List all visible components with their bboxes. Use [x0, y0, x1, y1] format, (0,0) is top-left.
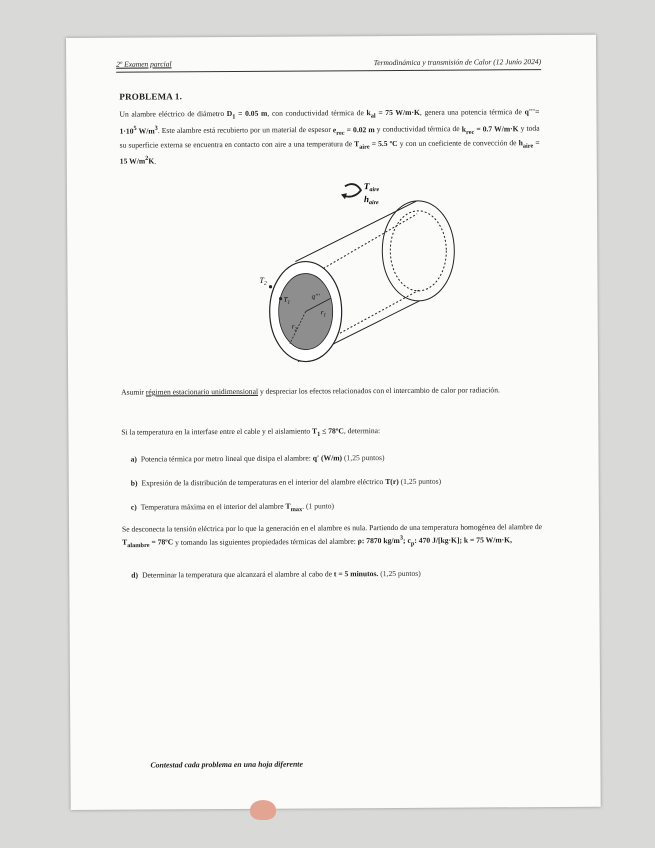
- t2-point: [269, 285, 272, 288]
- convection-arrow-icon: [345, 184, 361, 197]
- label-t-aire: $T_{aire}$: [363, 181, 380, 194]
- question-c: c) Temperatura máxima en el interior del alambre $T_{max}$. (1 punto): [130, 501, 335, 514]
- t1-point: [279, 297, 282, 300]
- footer-note: Contestad cada problema en una hoja diferente: [150, 759, 303, 770]
- condition-text: Si la temperatura en la interfase entre el cable y el aislamiento $T_1$ ≤ 78ºC, determina:: [121, 426, 381, 438]
- header-course: Termodinámica y transmisión de Calor (12 Junio 2024): [373, 57, 542, 68]
- question-d: d) Determinar la temperatura que alcanzará el alambre al cabo de t = 5 minutos. (1,25 puntos): [131, 568, 421, 580]
- assumption-text: Asumir régimen estacionario unidimensional y despreciar los efectos relacionados con el intercambio de calor por radiación.: [121, 385, 500, 397]
- disconnect-text: Se desconecta la tensión eléctrica por lo que la generación en el alambre es nula. Partiendo de una temperatura homogénea del alambre de $T_{alambre}$ = 78ºC y tomando las siguientes propiedades térmicas del alambre: ρ: 7870 $kg/m^3$; $c_p$: 470 J/[kg·K]; k = 75 W/m·K,: [121, 522, 543, 550]
- question-b: b) Expresión de la distribución de temperaturas en el interior del alambre eléctrico T(r) (1,25 puntos): [130, 476, 442, 488]
- wire-far-end: [390, 211, 446, 291]
- wire-top-edge: [309, 214, 417, 277]
- cylinder-far-end: [382, 201, 455, 301]
- label-h-aire: $h_{aire}$: [363, 194, 379, 207]
- insulated-wire-diagram: [227, 176, 458, 367]
- label-t1: $T_1$: [283, 295, 291, 306]
- label-r1: $r_1$: [320, 308, 326, 319]
- cylinder-top-edge: [295, 201, 417, 262]
- label-r2: $r_2$: [291, 322, 298, 333]
- cylinder-figure: [227, 176, 458, 367]
- label-t2: $T_2$: [259, 275, 267, 287]
- problem-title: PROBLEMA 1.: [119, 91, 183, 102]
- finger-photo-artifact: [250, 800, 276, 820]
- question-a: a) Potencia térmica por metro lineal que disipa el alambre: q' (W/m) (1,25 puntos): [130, 453, 385, 464]
- page-header: [116, 57, 541, 73]
- problem-statement: Un alambre eléctrico de diámetro $D_1 = 0.05$ m, con conductividad térmica de $k_{al} = 75$ W/m·K, genera una potencia térmica de $q'''= 1\cdot 10^5$ $W/m^3$. Este alambre está recubierto por un material de espesor $e_{rec} = 0.02$ m y conductividad térmica de $k_{rec} = 0.7$ W/m·K y toda su superficie externa se encuentra en contacto con aire a una temperatura de $T_{aire} = 5.5$ ºC y con un coeficiente de convección de $h_{aire} = 15$ $W/m^2K$.: [119, 107, 540, 167]
- label-q-generation: q''': [311, 292, 320, 301]
- header-exam: 2º Examen parcial: [116, 59, 172, 69]
- exam-sheet: [66, 35, 601, 810]
